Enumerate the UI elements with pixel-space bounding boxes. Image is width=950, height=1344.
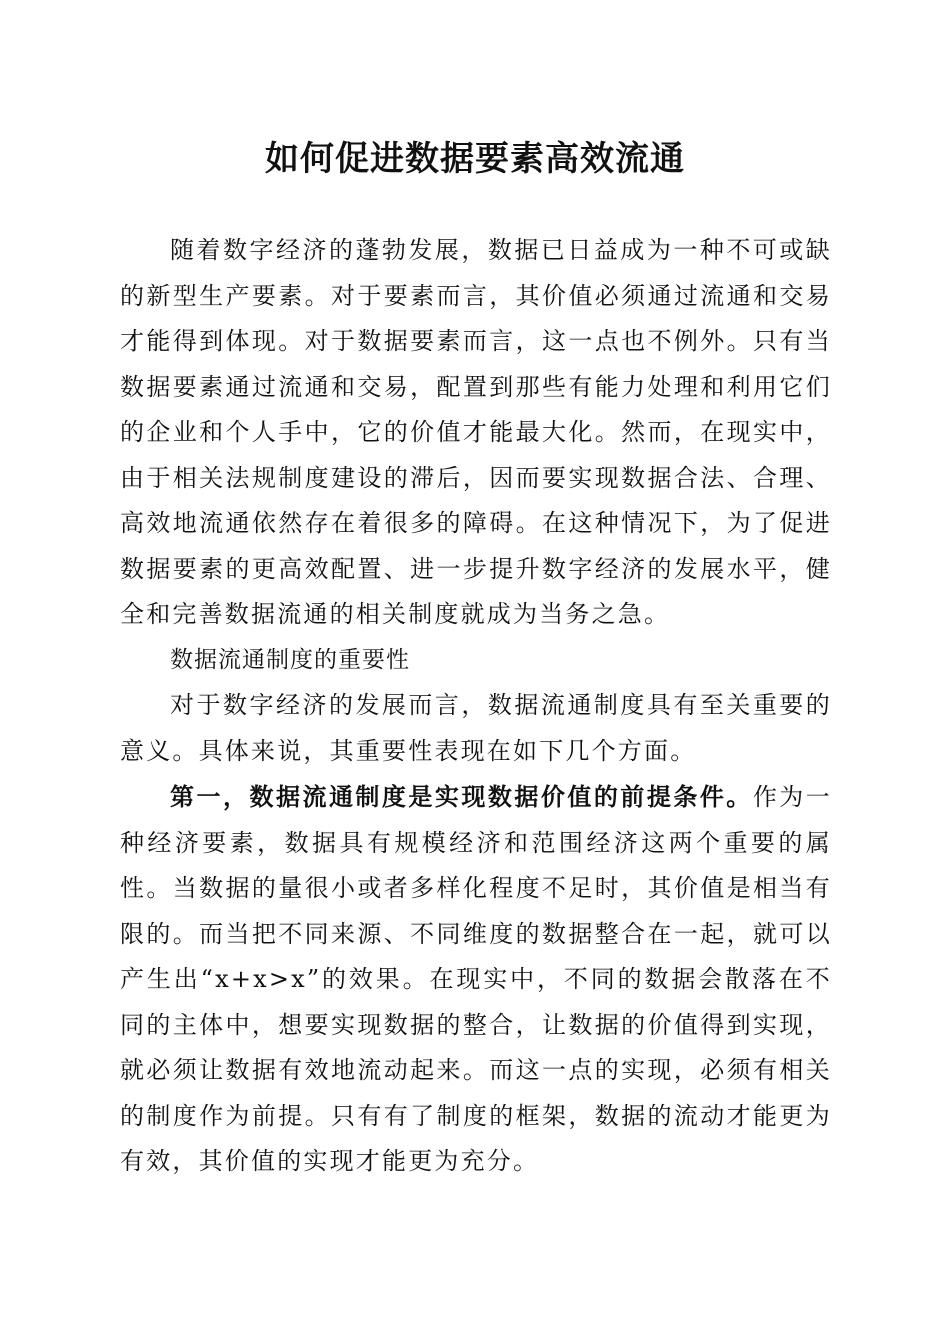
section-intro-paragraph: 对于数字经济的发展而言，数据流通制度具有至关重要的意义。具体来说，其重要性表现在如下几个方面。 <box>120 691 832 765</box>
intro-paragraph: 随着数字经济的蓬勃发展，数据已日益成为一种不可或缺的新型生产要素。对于要素而言，其价值必须通过流通和交易才能得到体现。对于数据要素而言，这一点也不例外。只有当数据要素通过流通和交易，配置到那些有能力处理和利用它们的企业和个人手中，它的价值才能最大化。然而，在现实中，由于相关法规制度建设的滞后，因而要实现数据合法、合理、高效地流通依然存在着很多的障碍。在这种情况下，为了促进数据要素的更高效配置、进一步提升数字经济的发展水平，健全和完善数据流通的相关制度就成为当务之急。 <box>120 236 832 628</box>
page-title: 如何促进数据要素高效流通 <box>265 139 685 179</box>
point-one-text: 作为一种经济要素，数据具有规模经济和范围经济这两个重要的属性。当数据的量很小或者多样化程度不足时，其价值是相当有限的。而当把不同来源、不同维度的数据整合在一起，就可以产生出“x+x>x”的效果。在现实中，不同的数据会散落在不同的主体中，想要实现数据的整合，让数据的价值得到实现，就必须让数据有效地流动起来。而这一点的实现，必须有相关的制度作为前提。只有有了制度的框架，数据的流动才能更为有效，其价值的实现才能更为充分。 <box>120 783 832 1175</box>
point-one-lead: 第一，数据流通制度是实现数据价值的前提条件。 <box>170 782 753 811</box>
document-body <box>120 228 832 1185</box>
section-heading: 数据流通制度的重要性 <box>170 646 410 673</box>
point-one-paragraph <box>120 774 832 1185</box>
